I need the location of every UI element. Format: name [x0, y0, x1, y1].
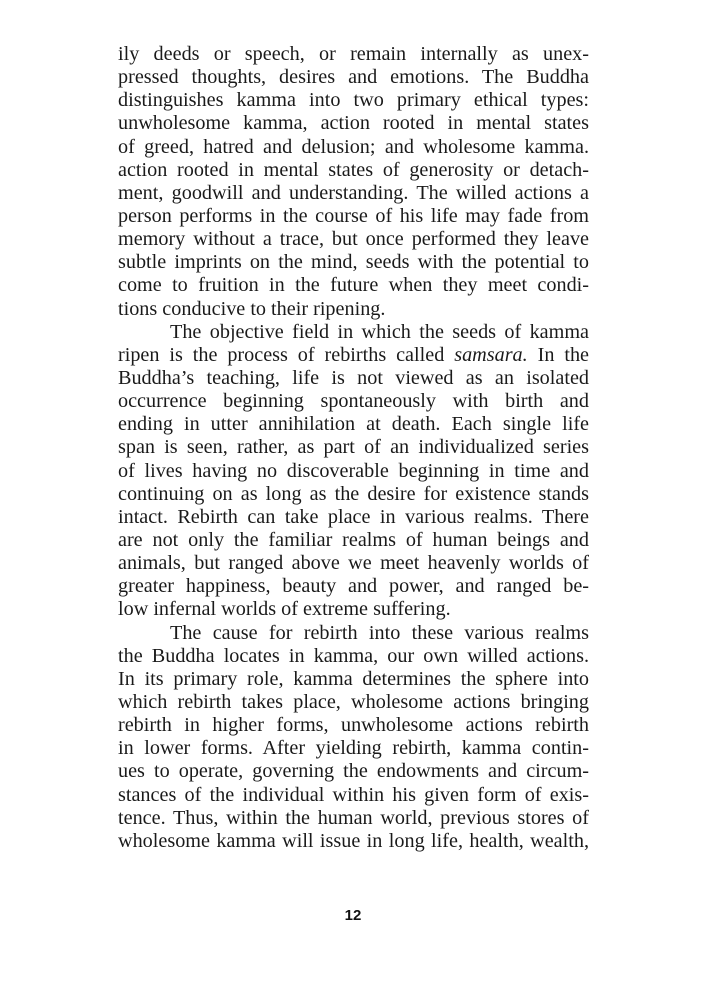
- text-line: stances of the individual within his given form of exis-: [118, 783, 589, 806]
- text-line: ily deeds or speech, or remain internally as unex-: [118, 43, 589, 65]
- text-line: greater happiness, beauty and power, and ranged be-: [118, 575, 589, 598]
- text-line: are not only the familiar realms of human beings and: [118, 528, 589, 551]
- text-line: ment, goodwill and understanding. The willed actions a: [118, 181, 589, 204]
- text-line: action rooted in mental states of generosity or detach-: [118, 158, 589, 181]
- text-line: come to fruition in the future when they meet condi-: [118, 274, 589, 297]
- text-line: span is seen, rather, as part of an individualized series: [118, 436, 589, 459]
- text-line: animals, but ranged above we meet heavenly worlds of: [118, 552, 589, 575]
- text-line: rebirth in higher forms, unwholesome actions rebirth: [118, 714, 589, 737]
- text-line: Buddha’s teaching, life is not viewed as an isolated: [118, 366, 589, 389]
- text-line: subtle imprints on the mind, seeds with the potential to: [118, 251, 589, 274]
- text-segment: In the: [537, 343, 590, 366]
- text-line: person performs in the course of his life may fade from: [118, 204, 589, 227]
- text-line: which rebirth takes place, wholesome actions bringing: [118, 690, 589, 713]
- text-line: distinguishes kamma into two primary ethical types:: [118, 89, 589, 112]
- text-line: low infernal worlds of extreme suffering.: [118, 598, 451, 621]
- paragraph-3: [118, 622, 589, 853]
- body-text: [118, 43, 589, 853]
- text-line: memory without a trace, but once performed they leave: [118, 228, 589, 251]
- text-line-with-italic: [118, 344, 589, 367]
- text-line: In its primary role, kamma determines the sphere into: [118, 667, 589, 690]
- text-line: ues to operate, governing the endowments and circum-: [118, 760, 589, 783]
- text-line: occurrence beginning spontaneously with birth and: [118, 390, 589, 413]
- page-number: 12: [344, 907, 362, 924]
- text-line: The cause for rebirth into these various realms: [170, 621, 589, 644]
- text-line: intact. Rebirth can take place in various realms. There: [118, 505, 589, 528]
- text-line: pressed thoughts, desires and emotions. The Buddha: [118, 66, 589, 89]
- text-line: tence. Thus, within the human world, previous stores of: [118, 806, 589, 829]
- paragraph-1: [118, 43, 589, 321]
- text-line: ending in utter annihilation at death. Each single life: [118, 413, 589, 436]
- italic-term-samsara: samsara.: [454, 343, 528, 366]
- text-line: in lower forms. After yielding rebirth, kamma contin-: [118, 737, 589, 760]
- text-line: The objective field in which the seeds of kamma: [170, 320, 589, 343]
- text-line: wholesome kamma will issue in long life, health, wealth,: [118, 829, 589, 852]
- text-line: tions conducive to their ripening.: [118, 297, 386, 320]
- text-line: continuing on as long as the desire for existence stands: [118, 482, 589, 505]
- text-line: of lives having no discoverable beginning in time and: [118, 459, 589, 482]
- text-segment: ripen is the process of rebirths called: [118, 343, 445, 366]
- text-line: unwholesome kamma, action rooted in mental states: [118, 112, 589, 135]
- text-line: of greed, hatred and delusion; and wholesome kamma.: [118, 135, 589, 158]
- text-line: the Buddha locates in kamma, our own willed actions.: [118, 644, 589, 667]
- paragraph-2: [118, 321, 589, 622]
